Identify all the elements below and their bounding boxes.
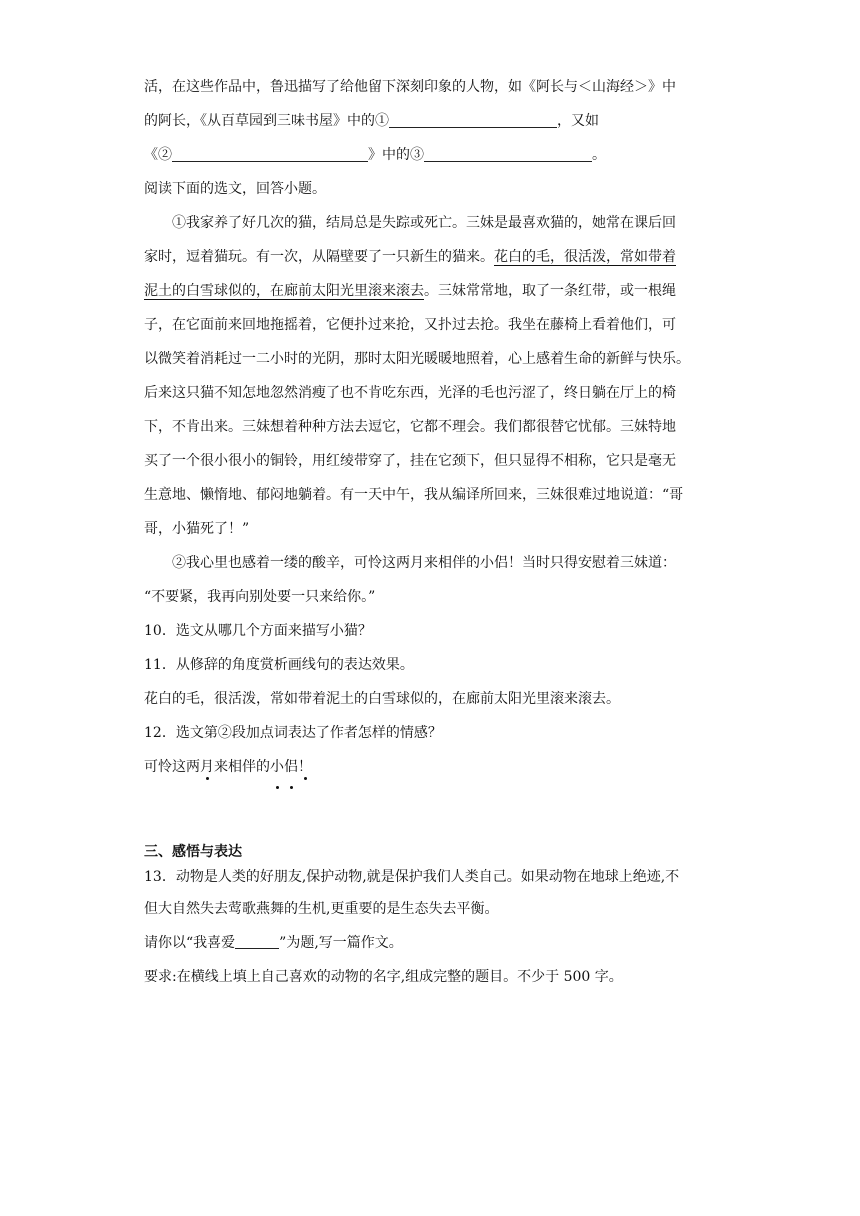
question-13-line: 13．动物是人类的好朋友,保护动物,就是保护我们人类自己。如果动物在地球上绝迹,不 bbox=[144, 869, 680, 885]
underlined-sentence: 花白的毛，很活泼，常如带着 bbox=[494, 249, 676, 265]
intro-text: 的阿长，《从百草园到三味书屋》中的① bbox=[144, 113, 389, 129]
intro-text: ，又如 bbox=[557, 113, 599, 129]
passage-line: 生意地、懒惰地、郁闷地躺着。有一天中午，我从编译所回来，三妹很难过地说道：“哥 bbox=[144, 487, 684, 503]
passage-line: 后来这只猫不知怎地忽然消瘦了也不肯吃东西，光泽的毛也污涩了，终日躺在厅上的椅 bbox=[144, 385, 676, 401]
passage-line: 买了一个很小很小的铜铃，用红绫带穿了，挂在它颈下，但只显得不相称，它只是毫无 bbox=[144, 453, 676, 469]
intro-line-1: 活，在这些作品中，鲁迅描写了给他留下深刻印象的人物，如《阿长与＜山海经＞》中 bbox=[144, 79, 676, 95]
passage-text: 。三妹常常地，取了一条红带，或一根绳 bbox=[424, 283, 676, 299]
underlined-sentence: 泥土的白雪球似的，在廊前太阳光里滚来滚去 bbox=[144, 283, 424, 299]
question-11: 11．从修辞的角度赏析画线句的表达效果。 bbox=[144, 657, 414, 673]
question-13-line bbox=[144, 926, 720, 960]
passage bbox=[144, 206, 720, 614]
reading-prompt: 阅读下面的选文，回答小题。 bbox=[144, 181, 326, 197]
intro-text: 《② bbox=[144, 147, 172, 163]
passage-line: “不要紧，我再向别处要一只来给你。” bbox=[144, 589, 376, 605]
blank-1[interactable] bbox=[389, 109, 557, 128]
essay-question bbox=[144, 862, 720, 994]
page-content bbox=[144, 70, 720, 994]
intro-line-3 bbox=[144, 138, 720, 172]
quote-text: ！ bbox=[298, 759, 312, 775]
section-heading: 三、感悟与表达 bbox=[144, 844, 242, 860]
question-10: 10．选文从哪几个方面来描写小猫？ bbox=[144, 623, 372, 639]
title-blank[interactable] bbox=[235, 932, 279, 949]
question-11-quote: 花白的毛，很活泼，常如带着泥土的白雪球似的，在廊前太阳光里滚来滚去。 bbox=[144, 691, 620, 707]
passage-line bbox=[144, 274, 720, 308]
intro-line-2 bbox=[144, 104, 720, 138]
dotted-char: 侣 bbox=[284, 750, 298, 784]
passage-line: 哥，小猫死了！” bbox=[144, 521, 250, 537]
question-13-line: 要求:在横线上填上自己喜欢的动物的名字,组成完整的题目。不少于 500 字。 bbox=[144, 969, 623, 985]
question-12-quote bbox=[144, 750, 720, 784]
passage-line: 子，在它面前来回地拖摇着，它便扑过来抢，又扑过去抢。我坐在藤椅上看着他们，可 bbox=[144, 317, 676, 333]
intro-text: 。 bbox=[592, 147, 606, 163]
blank-2[interactable] bbox=[172, 143, 368, 162]
essay-prompt-text: ”为题,写一篇作文。 bbox=[279, 935, 403, 951]
passage-line: 以微笑着消耗过一二小时的光阴，那时太阳光暖暖地照着，心上感着生命的新鲜与快乐。 bbox=[144, 351, 690, 367]
question-13-line: 但大自然失去莺歌燕舞的生机,更重要的是生态失去平衡。 bbox=[144, 901, 499, 917]
blank-3[interactable] bbox=[424, 143, 592, 162]
passage-line: ②我心里也感着一缕的酸辛，可怜这两月来相伴的小侣！当时只得安慰着三妹道： bbox=[172, 555, 676, 571]
question-12: 12．选文第②段加点词表达了作者怎样的情感？ bbox=[144, 725, 442, 741]
passage-text: 家时，逗着猫玩。有一次，从隔壁要了一只新生的猫来。 bbox=[144, 249, 494, 265]
passage-line bbox=[144, 240, 720, 274]
essay-prompt-text: 请你以“我喜爱 bbox=[144, 935, 236, 951]
quote-text: 可怜这两月来相伴的 bbox=[144, 759, 270, 775]
passage-line: ①我家养了好几次的猫，结局总是失踪或死亡。三妹是最喜欢猫的，她常在课后回 bbox=[172, 215, 676, 231]
passage-line: 下，不肯出来。三妹想着种种方法去逗它，它都不理会。我们都很替它忧郁。三妹特地 bbox=[144, 419, 676, 435]
intro-text: 》中的③ bbox=[368, 147, 424, 163]
dotted-char: 小 bbox=[270, 750, 284, 784]
